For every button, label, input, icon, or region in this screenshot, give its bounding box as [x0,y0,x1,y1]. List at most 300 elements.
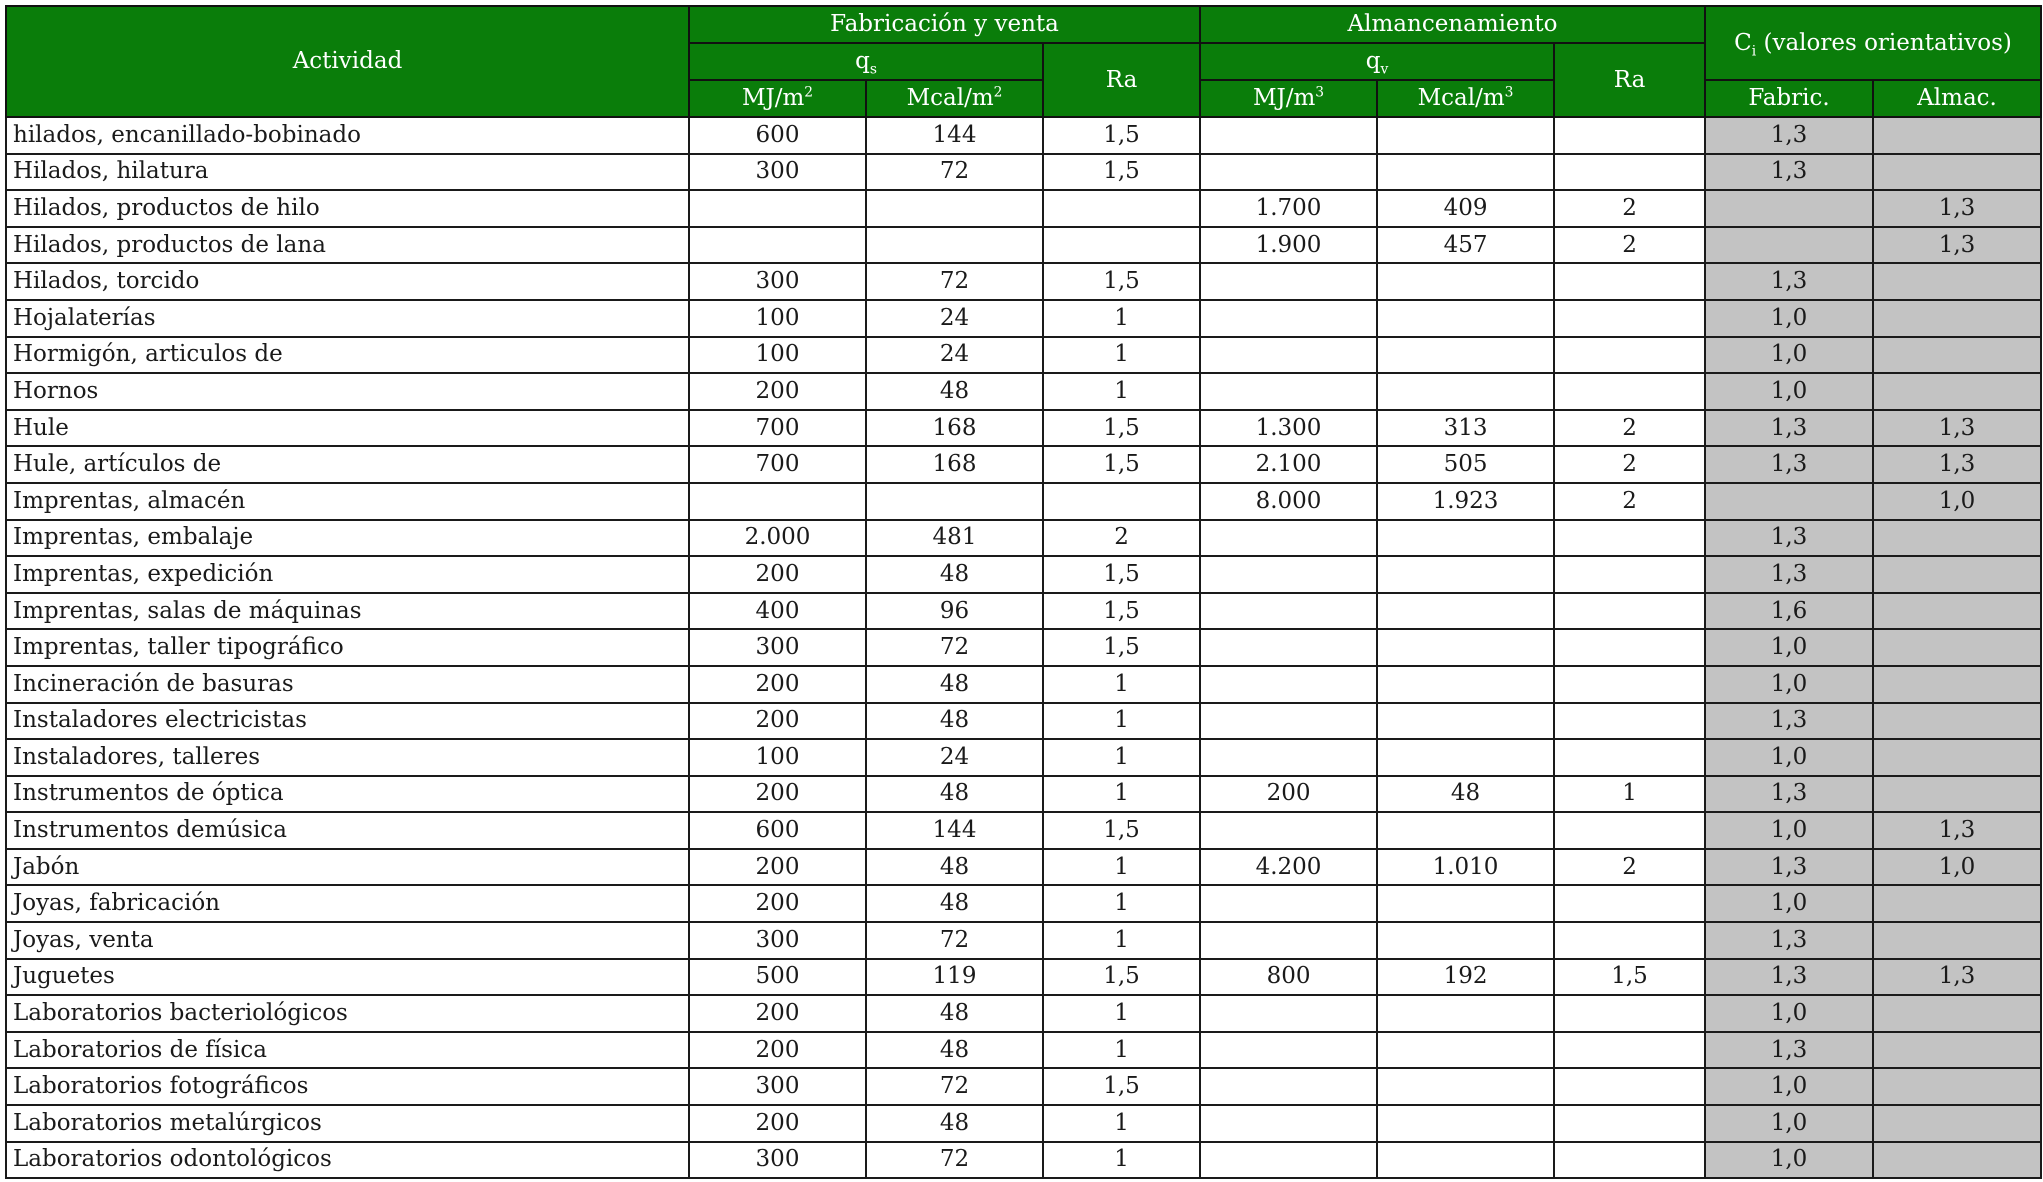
cell-ci-fabric: 1,3 [1705,117,1873,154]
cell-fab-mcal-m2: 24 [866,300,1043,337]
cell-alm-mj-m3 [1200,922,1377,959]
table-row [6,300,2041,337]
cell-ci-fabric: 1,3 [1705,776,1873,813]
cell-alm-ra [1554,885,1705,922]
cell-fab-ra: 1,5 [1043,556,1200,593]
cell-ci-fabric: 1,0 [1705,1068,1873,1105]
cell-ci-almac [1873,885,2041,922]
cell-alm-ra [1554,300,1705,337]
cell-ci-fabric: 1,0 [1705,812,1873,849]
cell-ci-almac [1873,337,2041,374]
header-ci-valores-orientativos: $C_i$ (valores orientativos) [1705,6,2041,80]
cell-actividad: Instaladores electricistas [6,703,689,740]
cell-alm-mj-m3 [1200,703,1377,740]
cell-alm-mcal-m3 [1377,117,1554,154]
table-row [6,263,2041,300]
cell-alm-mcal-m3: 505 [1377,446,1554,483]
cell-alm-ra [1554,703,1705,740]
cell-fab-mcal-m2: 481 [866,520,1043,557]
cell-alm-ra [1554,117,1705,154]
cell-fab-mcal-m2: 72 [866,1068,1043,1105]
cell-actividad: Laboratorios fotográficos [6,1068,689,1105]
cell-alm-mj-m3 [1200,337,1377,374]
cell-alm-mcal-m3: 1.010 [1377,849,1554,886]
cell-ci-fabric: 1,0 [1705,300,1873,337]
cell-alm-ra: 1 [1554,776,1705,813]
cell-alm-mj-m3 [1200,1068,1377,1105]
cell-actividad: Incineración de basuras [6,666,689,703]
cell-actividad: Imprentas, almacén [6,483,689,520]
cell-alm-ra [1554,154,1705,191]
cell-fab-mcal-m2 [866,227,1043,264]
cell-alm-ra [1554,1068,1705,1105]
cell-fab-mj-m2: 700 [689,446,866,483]
cell-ci-fabric: 1,3 [1705,446,1873,483]
cell-ci-fabric: 1,0 [1705,666,1873,703]
cell-alm-mj-m3 [1200,739,1377,776]
cell-alm-mcal-m3 [1377,1105,1554,1142]
cell-fab-ra: 1,5 [1043,117,1200,154]
cell-alm-mj-m3 [1200,1142,1377,1179]
cell-actividad: Hormigón, articulos de [6,337,689,374]
cell-fab-mj-m2: 200 [689,995,866,1032]
cell-ci-fabric [1705,190,1873,227]
cell-ci-almac [1873,1068,2041,1105]
cell-alm-mcal-m3: 192 [1377,959,1554,996]
cell-alm-ra [1554,337,1705,374]
table-row [6,154,2041,191]
cell-alm-ra: 2 [1554,410,1705,447]
cell-alm-mcal-m3 [1377,1142,1554,1179]
cell-alm-mj-m3: 1.700 [1200,190,1377,227]
cell-fab-mcal-m2: 72 [866,1142,1043,1179]
cell-alm-mcal-m3 [1377,666,1554,703]
cell-ci-almac [1873,666,2041,703]
cell-fab-mj-m2: 500 [689,959,866,996]
cell-ci-fabric: 1,6 [1705,593,1873,630]
cell-alm-mj-m3 [1200,556,1377,593]
cell-fab-mcal-m2: 48 [866,556,1043,593]
cell-actividad: Instrumentos de óptica [6,776,689,813]
cell-fab-mj-m2: 200 [689,849,866,886]
cell-fab-ra [1043,483,1200,520]
cell-actividad: Hilados, torcido [6,263,689,300]
cell-ci-almac [1873,922,2041,959]
cell-ci-almac: 1,3 [1873,190,2041,227]
cell-fab-mj-m2: 200 [689,666,866,703]
cell-actividad: Hornos [6,373,689,410]
cell-actividad: Laboratorios odontológicos [6,1142,689,1179]
cell-alm-mcal-m3 [1377,1068,1554,1105]
cell-alm-mj-m3 [1200,666,1377,703]
header-qv: $q_v$ [1200,43,1554,80]
cell-fab-mj-m2: 300 [689,629,866,666]
cell-ci-almac [1873,703,2041,740]
cell-alm-mcal-m3 [1377,593,1554,630]
cell-alm-mj-m3: 1.900 [1200,227,1377,264]
fire-load-table [5,5,2042,1179]
cell-fab-mj-m2: 2.000 [689,520,866,557]
cell-fab-mj-m2: 200 [689,885,866,922]
cell-fab-ra: 1 [1043,739,1200,776]
cell-ci-almac [1873,263,2041,300]
table-row [6,629,2041,666]
cell-actividad: Joyas, fabricación [6,885,689,922]
cell-ci-almac: 1,3 [1873,446,2041,483]
cell-ci-almac [1873,995,2041,1032]
cell-alm-mcal-m3 [1377,703,1554,740]
cell-ci-fabric: 1,3 [1705,556,1873,593]
cell-actividad: Hule [6,410,689,447]
cell-fab-mcal-m2: 144 [866,117,1043,154]
cell-ci-almac [1873,117,2041,154]
cell-alm-mcal-m3: 457 [1377,227,1554,264]
cell-alm-mcal-m3: 1.923 [1377,483,1554,520]
cell-ci-fabric [1705,483,1873,520]
cell-alm-mcal-m3 [1377,629,1554,666]
cell-actividad: Laboratorios bacteriológicos [6,995,689,1032]
header-ra-almacenamiento: Ra [1554,43,1705,117]
cell-fab-ra: 1 [1043,1105,1200,1142]
cell-alm-mj-m3 [1200,520,1377,557]
cell-fab-mj-m2: 200 [689,373,866,410]
cell-actividad: Hilados, hilatura [6,154,689,191]
cell-fab-mj-m2: 200 [689,776,866,813]
table-body [6,117,2041,1178]
cell-alm-mj-m3: 200 [1200,776,1377,813]
cell-actividad: Hilados, productos de lana [6,227,689,264]
cell-fab-ra [1043,190,1200,227]
cell-alm-ra: 1,5 [1554,959,1705,996]
cell-ci-almac [1873,154,2041,191]
header-ra-fabricacion: Ra [1043,43,1200,117]
cell-alm-ra [1554,556,1705,593]
fire-load-table-container [5,5,2040,1179]
table-row [6,556,2041,593]
header-almacenamiento: Almancenamiento [1200,6,1705,43]
table-row [6,593,2041,630]
cell-alm-mcal-m3 [1377,373,1554,410]
cell-fab-ra: 1 [1043,1142,1200,1179]
cell-alm-mcal-m3 [1377,885,1554,922]
cell-fab-mj-m2: 300 [689,922,866,959]
cell-fab-mcal-m2: 48 [866,885,1043,922]
cell-alm-mj-m3: 1.300 [1200,410,1377,447]
cell-fab-mcal-m2: 96 [866,593,1043,630]
cell-ci-almac [1873,776,2041,813]
cell-fab-mj-m2: 100 [689,739,866,776]
cell-alm-ra [1554,995,1705,1032]
cell-alm-ra [1554,629,1705,666]
cell-ci-fabric: 1,0 [1705,629,1873,666]
cell-alm-mj-m3 [1200,373,1377,410]
cell-fab-mj-m2: 400 [689,593,866,630]
cell-fab-mj-m2: 300 [689,1068,866,1105]
cell-alm-mj-m3: 8.000 [1200,483,1377,520]
cell-ci-fabric: 1,3 [1705,154,1873,191]
cell-fab-mj-m2: 200 [689,1032,866,1069]
cell-fab-mj-m2: 300 [689,263,866,300]
cell-actividad: Hojalaterías [6,300,689,337]
cell-ci-fabric: 1,3 [1705,959,1873,996]
table-row [6,776,2041,813]
cell-alm-mj-m3 [1200,885,1377,922]
table-row [6,739,2041,776]
cell-alm-mcal-m3 [1377,922,1554,959]
cell-alm-ra [1554,739,1705,776]
cell-fab-mj-m2: 600 [689,117,866,154]
cell-ci-almac [1873,300,2041,337]
cell-alm-mj-m3 [1200,263,1377,300]
cell-fab-ra: 1 [1043,885,1200,922]
cell-alm-mcal-m3 [1377,995,1554,1032]
cell-actividad: Imprentas, expedición [6,556,689,593]
table-row [6,446,2041,483]
cell-fab-ra: 1 [1043,1032,1200,1069]
table-row [6,1068,2041,1105]
table-row [6,190,2041,227]
cell-fab-ra: 1 [1043,922,1200,959]
cell-ci-fabric: 1,0 [1705,885,1873,922]
cell-actividad: Laboratorios metalúrgicos [6,1105,689,1142]
cell-ci-fabric: 1,3 [1705,410,1873,447]
table-row [6,337,2041,374]
cell-ci-fabric: 1,0 [1705,1142,1873,1179]
cell-alm-mj-m3: 800 [1200,959,1377,996]
cell-fab-mcal-m2: 48 [866,373,1043,410]
cell-fab-mcal-m2: 168 [866,446,1043,483]
cell-alm-ra [1554,1032,1705,1069]
cell-actividad: hilados, encanillado-bobinado [6,117,689,154]
cell-alm-mcal-m3 [1377,337,1554,374]
cell-alm-ra [1554,593,1705,630]
cell-ci-fabric: 1,0 [1705,1105,1873,1142]
cell-fab-mcal-m2: 72 [866,922,1043,959]
cell-alm-ra [1554,1105,1705,1142]
cell-fab-mcal-m2: 24 [866,337,1043,374]
cell-actividad: Instrumentos demúsica [6,812,689,849]
cell-alm-ra: 2 [1554,190,1705,227]
table-row [6,1032,2041,1069]
cell-ci-almac [1873,593,2041,630]
cell-fab-mcal-m2: 72 [866,629,1043,666]
cell-ci-fabric: 1,0 [1705,739,1873,776]
cell-fab-ra: 1 [1043,849,1200,886]
cell-alm-mj-m3 [1200,154,1377,191]
cell-alm-mj-m3 [1200,1032,1377,1069]
header-fabricacion-y-venta: Fabricación y venta [689,6,1200,43]
table-row [6,995,2041,1032]
header-mj-m2: $MJ/m^2$ [689,80,866,117]
cell-fab-mcal-m2 [866,190,1043,227]
cell-alm-mcal-m3 [1377,739,1554,776]
cell-ci-almac: 1,3 [1873,959,2041,996]
cell-fab-ra: 1,5 [1043,959,1200,996]
cell-ci-fabric: 1,3 [1705,1032,1873,1069]
cell-fab-ra: 1 [1043,666,1200,703]
cell-alm-ra [1554,520,1705,557]
cell-fab-ra: 1 [1043,300,1200,337]
cell-alm-mj-m3 [1200,117,1377,154]
cell-fab-mcal-m2: 48 [866,776,1043,813]
table-row [6,373,2041,410]
cell-alm-ra: 2 [1554,483,1705,520]
cell-alm-mcal-m3 [1377,556,1554,593]
cell-alm-mj-m3 [1200,300,1377,337]
table-row [6,483,2041,520]
header-mcal-m3: Mcal/$m^3$ [1377,80,1554,117]
cell-ci-almac [1873,739,2041,776]
table-row [6,117,2041,154]
cell-fab-ra: 1 [1043,776,1200,813]
cell-fab-mcal-m2: 48 [866,703,1043,740]
cell-actividad: Laboratorios de física [6,1032,689,1069]
cell-fab-mcal-m2: 48 [866,849,1043,886]
cell-fab-mcal-m2: 72 [866,154,1043,191]
table-row [6,227,2041,264]
cell-ci-fabric: 1,0 [1705,995,1873,1032]
cell-fab-mcal-m2: 48 [866,1105,1043,1142]
cell-ci-almac: 1,3 [1873,410,2041,447]
cell-ci-fabric: 1,0 [1705,337,1873,374]
cell-alm-mj-m3: 4.200 [1200,849,1377,886]
cell-ci-fabric: 1,3 [1705,849,1873,886]
cell-actividad: Joyas, venta [6,922,689,959]
cell-ci-fabric: 1,3 [1705,922,1873,959]
cell-ci-almac: 1,3 [1873,812,2041,849]
cell-fab-mj-m2 [689,227,866,264]
cell-fab-mj-m2: 300 [689,1142,866,1179]
cell-alm-mcal-m3 [1377,520,1554,557]
cell-actividad: Hilados, productos de hilo [6,190,689,227]
cell-ci-fabric: 1,3 [1705,520,1873,557]
cell-ci-almac [1873,1142,2041,1179]
cell-ci-almac: 1,0 [1873,849,2041,886]
cell-fab-mj-m2: 600 [689,812,866,849]
cell-alm-ra [1554,1142,1705,1179]
cell-alm-mcal-m3 [1377,812,1554,849]
cell-alm-mcal-m3 [1377,1032,1554,1069]
cell-actividad: Hule, artículos de [6,446,689,483]
table-row [6,1105,2041,1142]
table-row [6,812,2041,849]
table-row [6,410,2041,447]
cell-ci-fabric: 1,0 [1705,373,1873,410]
cell-alm-ra: 2 [1554,227,1705,264]
cell-fab-ra: 1,5 [1043,154,1200,191]
table-header [6,6,2041,117]
cell-fab-mcal-m2: 48 [866,1032,1043,1069]
header-actividad: Actividad [6,6,689,117]
cell-fab-mcal-m2: 119 [866,959,1043,996]
cell-fab-ra: 1,5 [1043,593,1200,630]
cell-actividad: Juguetes [6,959,689,996]
cell-alm-ra: 2 [1554,446,1705,483]
table-row [6,849,2041,886]
cell-fab-mcal-m2: 24 [866,739,1043,776]
cell-fab-mcal-m2: 48 [866,666,1043,703]
cell-alm-mcal-m3: 48 [1377,776,1554,813]
cell-alm-ra [1554,373,1705,410]
cell-ci-almac [1873,629,2041,666]
cell-alm-ra [1554,812,1705,849]
cell-actividad: Instaladores, talleres [6,739,689,776]
table-row [6,885,2041,922]
cell-ci-almac [1873,1032,2041,1069]
cell-fab-ra: 1 [1043,703,1200,740]
cell-fab-ra [1043,227,1200,264]
cell-alm-mj-m3 [1200,593,1377,630]
cell-fab-mcal-m2: 48 [866,995,1043,1032]
cell-alm-mcal-m3 [1377,154,1554,191]
cell-fab-mj-m2 [689,483,866,520]
table-row [6,959,2041,996]
cell-alm-mj-m3 [1200,812,1377,849]
cell-alm-mcal-m3 [1377,263,1554,300]
cell-fab-mj-m2: 100 [689,300,866,337]
cell-alm-ra [1554,263,1705,300]
cell-fab-ra: 1,5 [1043,410,1200,447]
cell-actividad: Jabón [6,849,689,886]
cell-ci-fabric: 1,3 [1705,703,1873,740]
cell-fab-mj-m2: 700 [689,410,866,447]
cell-ci-almac [1873,556,2041,593]
cell-actividad: Imprentas, taller tipográfico [6,629,689,666]
table-row [6,922,2041,959]
table-row [6,703,2041,740]
header-mcal-m2: Mcal/$m^2$ [866,80,1043,117]
cell-ci-almac [1873,520,2041,557]
header-almac: Almac. [1873,80,2041,117]
cell-ci-fabric [1705,227,1873,264]
cell-ci-almac [1873,1105,2041,1142]
cell-alm-ra: 2 [1554,849,1705,886]
cell-fab-mj-m2: 300 [689,154,866,191]
cell-fab-ra: 1,5 [1043,263,1200,300]
cell-fab-ra: 1 [1043,337,1200,374]
cell-fab-ra: 1 [1043,373,1200,410]
table-row [6,1142,2041,1179]
cell-alm-mj-m3 [1200,629,1377,666]
cell-alm-mj-m3 [1200,1105,1377,1142]
cell-fab-mcal-m2: 144 [866,812,1043,849]
cell-fab-mj-m2: 200 [689,703,866,740]
cell-fab-ra: 1,5 [1043,446,1200,483]
cell-actividad: Imprentas, embalaje [6,520,689,557]
cell-ci-almac: 1,0 [1873,483,2041,520]
cell-alm-ra [1554,922,1705,959]
cell-ci-almac: 1,3 [1873,227,2041,264]
cell-fab-ra: 1,5 [1043,1068,1200,1105]
cell-ci-almac [1873,373,2041,410]
cell-alm-mcal-m3 [1377,300,1554,337]
cell-alm-mcal-m3: 313 [1377,410,1554,447]
cell-fab-ra: 2 [1043,520,1200,557]
cell-fab-mcal-m2 [866,483,1043,520]
cell-fab-mj-m2: 200 [689,1105,866,1142]
cell-actividad: Imprentas, salas de máquinas [6,593,689,630]
cell-alm-ra [1554,666,1705,703]
header-fabric: Fabric. [1705,80,1873,117]
header-qs: $q_s$ [689,43,1043,80]
cell-fab-mj-m2: 100 [689,337,866,374]
header-mj-m3: $MJ/m^3$ [1200,80,1377,117]
cell-alm-mcal-m3: 409 [1377,190,1554,227]
table-row [6,666,2041,703]
cell-fab-ra: 1,5 [1043,812,1200,849]
cell-alm-mj-m3 [1200,995,1377,1032]
cell-fab-mj-m2: 200 [689,556,866,593]
